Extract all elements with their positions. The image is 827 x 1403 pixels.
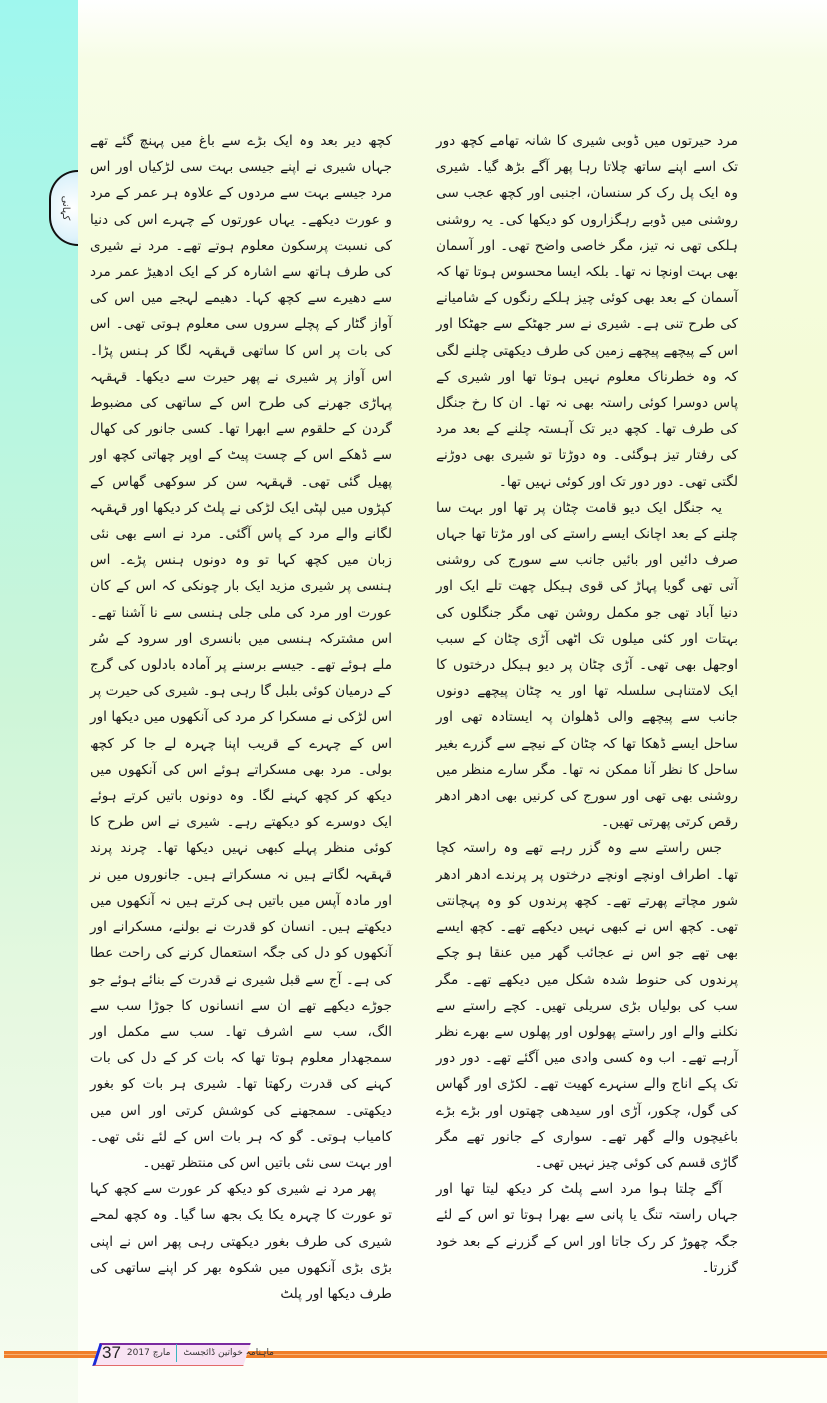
paragraph: کچھ دیر بعد وہ ایک بڑے سے باغ میں پہنچ گئے تھے جہاں شیری نے اپنے جیسی بہت سی لڑکیاں اور اس مرد جیسے بہت سے مردوں کے علاوہ ہر عمر کے مرد و عورت دیکھے۔ یہاں عورتوں کے چہرے اس کی دنیا کی نسبت پرسکون معلوم ہوتے تھے۔ مرد نے شیری کی طرف ہاتھ سے اشارہ کر کے ایک ادھیڑ عمر مرد سے دھیرے سے کچھ کہا۔ دھیمے لہجے میں اس کی آواز گٹار کے پچلے سروں سی معلوم ہوتی تھی۔ اس کی بات پر اس کا ساتھی قہقہہ لگا کر ہنس پڑا۔ اس آواز پر شیری نے پھر حیرت سے دیکھا۔ قہقہہ پہاڑی جھرنے کی طرح اس کے ساتھی کی مضبوط گردن کے حلقوم سے ابھرا تھا۔ کسی جانور کی کھال سے ڈھکے اس کے چست پیٹ کے اوپر چھاتی کچھ اور پھیل گئی تھی۔ قہقہہ سن کر سوکھی گھاس کے کپڑوں میں لپٹی ایک لڑکی نے پلٹ کر دیکھا اور قہقہہ لگانے والے مرد کے پاس آگئی۔ مرد نے اسے بھی نئی زبان میں کچھ کہا تو وہ دونوں ہنس پڑے۔ اس ہنسی پر شیری مزید ایک بار چونکی کہ اس کے کان عورت اور مرد کی ملی جلی ہنسی سے نا آشنا تھے۔ اس مشترکہ ہنسی میں بانسری اور سرود کے سُر ملے ہوئے تھے۔ جیسے برسنے پر آمادہ بادلوں کی گرج کے درمیان کوئی بلبل گا رہی ہو۔ شیری کی حیرت پر اس لڑکی نے مسکرا کر مرد کی آنکھوں میں دیکھا اور اس کے چہرے کے قریب اپنا چہرہ لے جا کر کچھ بولی۔ مرد بھی مسکراتے ہوئے اس کی آنکھوں میں دیکھ کر کچھ کہنے لگا۔ وہ دونوں باتیں کرتے ہوئے ایک دوسرے کو دیکھتے رہے۔ شیری نے اس طرح کا کوئی منظر پہلے کبھی نہیں دیکھا تھا۔ چرند پرند قہقہہ لگاتے ہیں نہ مسکراتے ہیں۔ جانوروں میں نر اور مادہ آپس میں باتیں ہی کرتے ہیں نہ آنکھوں میں دیکھتے ہیں۔ انسان کو قدرت نے بولنے، مسکرانے اور آنکھوں کو دل کی جگہ استعمال کرنے کی راحت عطا کی ہے۔ آج سے قبل شیری نے قدرت کے بنائے ہوئے جو جوڑے دیکھے تھے ان سے انسانوں کا جوڑا سب سے الگ، سب سے اشرف تھا۔ سب سے مکمل اور سمجھدار معلوم ہوتا تھا کہ بات کر کے دل کی بات کہنے کی قدرت رکھتا تھا۔ شیری ہر بات کو بغور دیکھتی۔ سمجھنے کی کوشش کرتی اور اس میں کامیاب ہوتی۔ گو کہ ہر بات اس کے لئے نئی تھی۔ اور بہت سی نئی باتیں اس کی منتظر تھیں۔	[89, 133, 392, 1171]
footer-info	[102, 1343, 274, 1363]
text-column-right	[436, 128, 738, 1281]
paragraph: جس راستے سے وہ گزر رہے تھے وہ راستہ کچا تھا۔ اطراف اونچے اونچے درختوں پر پرندے ادھر ادھر شور مچاتے پھرتے تھے۔ کچھ پرندوں کو وہ پہچانتی تھی۔ کچھ اس نے کبھی نہیں دیکھے تھے۔ کچھ ایسے بھی تھے جو اس نے عجائب گھر میں عنقا ہو چکے پرندوں کی حنوط شدہ شکل میں دیکھے تھے۔ مگر سب کی بولیاں بڑی سریلی تھیں۔ کچے راستے سے نکلنے والے اور راستے پھولوں اور پھلوں سے بھرے نظر آرہے تھے۔ اب وہ کسی وادی میں آگئے تھے۔ دور دور تک پکے اناج والے سنہرے کھیت تھے۔ لکڑی اور گھاس کی گول، چکور، آڑی اور سیدھی چھتوں اور بڑے بڑے باغیچوں والے گھر تھے۔ سواری کے جانور تھے مگر گاڑی قسم کی کوئی چیز نہیں تھی۔	[436, 840, 738, 1171]
page-number: 37	[102, 1343, 121, 1363]
section-tab-label: کہانی	[59, 195, 71, 221]
issue-date: مارچ 2017	[126, 1348, 171, 1359]
text-column-left	[90, 128, 392, 1307]
page-footer	[0, 1343, 827, 1403]
paragraph: مرد حیرتوں میں ڈوبی شیری کا شانہ تھامے کچھ دور تک اسے اپنے ساتھ چلاتا رہا پھر آگے بڑھ گیا۔ شیری وہ ایک پل رک کر سنسان، اجنبی اور کچھ عجب سی روشنی میں ڈوبے رہگزاروں کو دیکھا کی۔ یہ روشنی ہلکی تھی نہ تیز، مگر خاصی واضح تھی۔ اور آسمان بھی بہت اونچا نہ تھا۔ بلکہ ایسا محسوس ہوتا تھا کہ آسمان کے بعد بھی کوئی چیز ہلکے رنگوں کے شامیانے کی طرح تنی ہے۔ شیری نے سر جھٹکے سے جھٹکا اور اس کے پیچھے پیچھے زمین کی طرف دیکھتی چلنے لگی کہ وہ خطرناک معلوم نہیں ہوتا تھا اور شیری کے پاس دوسرا کوئی راستہ بھی نہ تھا۔ ان کا رخ جنگل کی طرف تھا۔ کچھ دیر تک آہستہ چلنے کے بعد مرد کی رفتار تیز ہوگئی۔ وہ دوڑتا تو شیری بھی دوڑنے لگتی تھی۔ دور دور تک اور کوئی نہیں تھا۔	[436, 133, 738, 490]
paragraph: آگے چلتا ہوا مرد اسے پلٹ کر دیکھ لیتا تھا اور جہاں راستہ تنگ یا پانی سے بھرا ہوتا تو اس کے لئے جگہ چھوڑ کر رک جاتا اور اس کے گزرنے کے بعد خود گزرتا۔	[436, 1181, 738, 1276]
divider	[176, 1344, 177, 1362]
paragraph: پھر مرد نے شیری کو دیکھ کر عورت سے کچھ کہا تو عورت کا چہرہ یکا یک بجھ سا گیا۔ وہ کچھ لمحے شیری کی طرف بغور دیکھتی رہی پھر اس نے اپنی بڑی بڑی آنکھوں میں شکوہ بھر کر اپنے ساتھی کی طرف دیکھا اور پلٹ	[90, 1181, 392, 1302]
paragraph: یہ جنگل ایک دیو قامت چٹان پر تھا اور بہت سا چلنے کے بعد اچانک ایسے راستے کی اور مڑتا تھا جہاں صرف دائیں اور بائیں جانب سے سورج کی روشنی آتی تھی گویا پہاڑ کی قوی ہیکل چھت تلے ایک اور دنیا آباد تھی جو مکمل روشن تھی مگر جنگلوں کی بہتات اور کئی میلوں تک اٹھی آڑی چٹان کے سبب اوجھل بھی تھی۔ آڑی چٹان پر دیو ہیکل درختوں کا ایک لامتناہی سلسلہ تھا اور یہ چٹان پیچھے دونوں جانب سے پیچھے والی ڈھلوان پہ ایستادہ تھی اور ساحل ایسے ڈھکا تھا کہ چٹان کے نیچے سے گزرے بغیر ساحل کا نظر آنا ممکن نہ تھا۔ مگر سارے منظر میں روشنی بھی تھی اور سورج کی کرنیں بھی ادھر ادھر رقص کرتی پھرتی تھیں۔	[436, 499, 738, 831]
magazine-name: ماہنامہ خواتین ڈائجسٹ	[183, 1348, 275, 1359]
